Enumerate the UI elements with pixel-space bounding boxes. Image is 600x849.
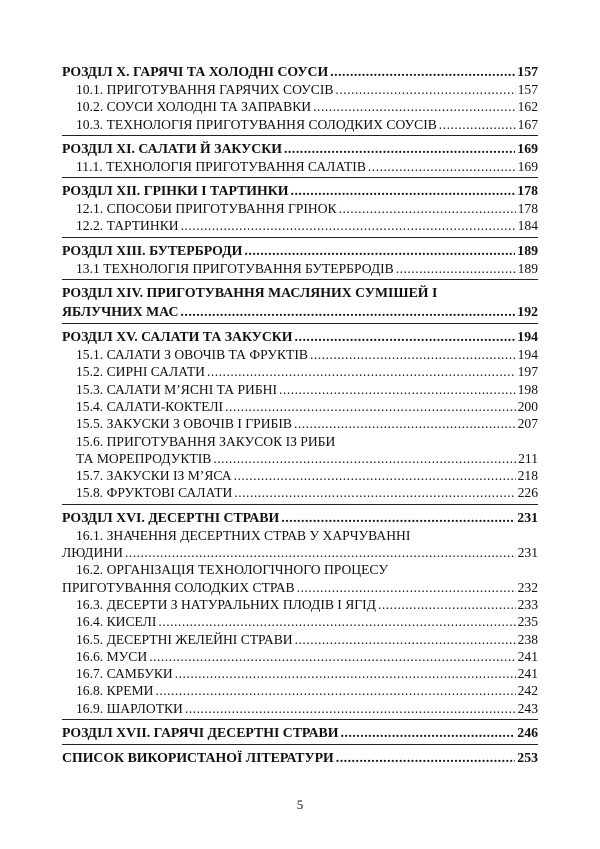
toc-entry[interactable] [62, 260, 538, 277]
toc-entry[interactable] [62, 613, 538, 630]
toc-entry-title: 16.4. КИСЕЛІ [76, 614, 157, 630]
toc-entry[interactable] [62, 467, 538, 484]
dot-leader [207, 363, 516, 380]
chapter-heading[interactable] [62, 181, 538, 200]
chapter-heading-title: РОЗДІЛ XI. САЛАТИ Й ЗАКУСКИ [62, 140, 282, 156]
dot-leader [149, 648, 515, 665]
dot-leader [180, 302, 515, 321]
chapter-heading[interactable] [62, 327, 538, 346]
dot-leader [341, 723, 516, 742]
dot-leader [234, 484, 515, 501]
toc-entry-title: 16.3. ДЕСЕРТИ З НАТУРАЛЬНИХ ПЛОДІВ І ЯГІД [76, 596, 376, 612]
toc-section [62, 241, 538, 280]
toc-entry-page: 233 [517, 596, 538, 612]
toc-entry[interactable] [62, 217, 538, 234]
toc-entry[interactable] [62, 381, 538, 398]
chapter-heading-title-line1: РОЗДІЛ XIV. ПРИГОТУВАННЯ МАСЛЯНИХ СУМІШЕЙ І [62, 285, 438, 301]
chapter-heading[interactable] [62, 723, 538, 742]
toc-entry[interactable] [62, 665, 538, 682]
toc-entry-title: 16.8. КРЕМИ [76, 683, 154, 699]
toc-entry-page: 178 [517, 201, 538, 217]
toc-entry-page: 198 [517, 381, 538, 397]
toc-entry[interactable] [62, 682, 538, 699]
toc-entry-page: 242 [517, 683, 538, 699]
chapter-heading[interactable] [62, 748, 538, 767]
dot-leader [294, 415, 516, 432]
chapter-heading-title: РОЗДІЛ XVII. ГАРЯЧІ ДЕСЕРТНІ СТРАВИ [62, 725, 339, 741]
toc-entry-title: 16.9. ШАРЛОТКИ [76, 700, 183, 716]
toc-entry-title: 11.1. ТЕХНОЛОГІЯ ПРИГОТУВАННЯ САЛАТІВ [76, 158, 366, 174]
toc-entry-title: 10.3. ТЕХНОЛОГІЯ ПРИГОТУВАННЯ СОЛОДКИХ СОУСІВ [76, 116, 437, 132]
toc-entry-page: 232 [517, 579, 538, 595]
toc-entry-title: 12.1. СПОСОБИ ПРИГОТУВАННЯ ГРІНОК [76, 201, 337, 217]
dot-leader [439, 116, 516, 133]
toc-entry-title: 10.1. ПРИГОТУВАННЯ ГАРЯЧИХ СОУСІВ [76, 82, 334, 97]
toc-entry[interactable] [62, 116, 538, 133]
dot-leader [185, 700, 516, 717]
toc-entry[interactable] [62, 158, 538, 175]
toc-entry[interactable] [62, 544, 538, 561]
toc-entry[interactable] [62, 363, 538, 380]
chapter-heading[interactable] [62, 62, 538, 81]
chapter-heading-title: РОЗДІЛ XV. САЛАТИ ТА ЗАКУСКИ [62, 329, 293, 345]
dot-leader [158, 613, 515, 630]
toc-entry-title: 15.5. ЗАКУСКИ З ОВОЧІВ І ГРИБІВ [76, 416, 292, 432]
dot-leader [213, 450, 516, 467]
dot-leader [175, 665, 516, 682]
dot-leader [281, 508, 515, 527]
toc-entry-title: 16.5. ДЕСЕРТНІ ЖЕЛЕЙНІ СТРАВИ [76, 631, 293, 647]
toc-entry-page: 243 [517, 700, 538, 716]
toc-entry[interactable] [62, 579, 538, 596]
toc-entry[interactable] [62, 700, 538, 717]
toc-entry[interactable] [62, 450, 538, 467]
chapter-heading-title: ЯБЛУЧНИХ МАС [62, 304, 179, 320]
chapter-heading-title: РОЗДІЛ X. ГАРЯЧІ ТА ХОЛОДНІ СОУСИ [62, 64, 329, 79]
dot-leader [368, 158, 516, 175]
dot-leader [295, 327, 516, 346]
toc-entry[interactable] [62, 98, 538, 115]
toc-section [62, 62, 538, 136]
toc-entry-title-line1: 16.1. ЗНАЧЕННЯ ДЕСЕРТНИХ СТРАВ У ХАРЧУВАННІ [76, 527, 411, 543]
toc-entry-page: 235 [517, 614, 538, 630]
toc-entry-title: 12.2. ТАРТИНКИ [76, 218, 179, 234]
toc-section [62, 181, 538, 238]
chapter-heading-page: 178 [517, 183, 538, 199]
chapter-heading-page: 189 [517, 242, 538, 258]
dot-leader [335, 81, 515, 98]
toc-entry-title: 13.1 ТЕХНОЛОГІЯ ПРИГОТУВАННЯ БУТЕРБРОДІВ [76, 260, 394, 276]
toc-entry-title: 16.6. МУСИ [76, 648, 148, 664]
dot-leader [125, 544, 516, 561]
chapter-heading-page: 246 [517, 725, 538, 741]
chapter-heading-page: 253 [517, 750, 538, 766]
page-number: 5 [296, 797, 304, 812]
chapter-heading[interactable] [62, 302, 538, 321]
toc-entry-page: 167 [517, 116, 538, 132]
dot-leader [396, 260, 516, 277]
toc-entry-title: 15.7. ЗАКУСКИ ІЗ М’ЯСА [76, 468, 232, 484]
chapter-heading-title: РОЗДІЛ XIII. БУТЕРБРОДИ [62, 242, 243, 258]
toc-entry-page: 194 [517, 347, 538, 363]
chapter-heading-page: 231 [517, 509, 538, 525]
dot-leader [313, 98, 515, 115]
table-of-contents [62, 62, 538, 772]
toc-entry-page: 189 [517, 260, 538, 276]
toc-entry[interactable] [62, 648, 538, 665]
toc-section [62, 139, 538, 178]
toc-entry[interactable] [62, 81, 538, 98]
toc-entry[interactable] [62, 415, 538, 432]
dot-leader [339, 200, 516, 217]
chapter-heading[interactable] [62, 508, 538, 527]
toc-entry-title-line1: 15.6. ПРИГОТУВАННЯ ЗАКУСОК ІЗ РИБИ [76, 433, 336, 449]
toc-entry[interactable] [62, 484, 538, 501]
toc-entry-page: 211 [518, 450, 538, 466]
dot-leader [284, 139, 515, 158]
dot-leader [297, 579, 516, 596]
chapter-heading-page: 192 [517, 304, 538, 320]
toc-entry-page: 241 [517, 648, 538, 664]
toc-entry-title: 15.8. ФРУКТОВІ САЛАТИ [76, 485, 233, 501]
toc-entry-page: 169 [517, 158, 538, 174]
toc-entry-page: 207 [517, 416, 538, 432]
toc-entry-title: 15.4. САЛАТИ-КОКТЕЛІ [76, 398, 224, 414]
toc-entry-title: ТА МОРЕПРОДУКТІВ [76, 450, 212, 466]
toc-entry-page: 200 [517, 398, 538, 414]
toc-entry-page: 218 [517, 468, 538, 484]
chapter-heading-page: 157 [517, 64, 538, 79]
dot-leader [225, 398, 516, 415]
chapter-heading-page: 194 [517, 329, 538, 345]
dot-leader [155, 682, 515, 699]
dot-leader [336, 748, 516, 767]
dot-leader [330, 62, 515, 81]
toc-entry-title-line1: 16.2. ОРГАНІЗАЦІЯ ТЕХНОЛОГІЧНОГО ПРОЦЕСУ [76, 562, 388, 578]
toc-entry-title: 15.2. СИРНІ САЛАТИ [76, 364, 205, 380]
toc-entry[interactable] [62, 200, 538, 217]
toc-entry-title: 15.1. САЛАТИ З ОВОЧІВ ТА ФРУКТІВ [76, 347, 308, 363]
chapter-heading-page: 169 [517, 140, 538, 156]
toc-entry-title: 15.3. САЛАТИ М’ЯСНІ ТА РИБНІ [76, 381, 278, 397]
toc-entry-page: 226 [517, 485, 538, 501]
toc-entry-page: 162 [517, 99, 538, 115]
toc-entry[interactable] [62, 346, 538, 363]
toc-entry-title: ЛЮДИНИ [62, 545, 123, 561]
toc-section [62, 327, 538, 505]
dot-leader [295, 631, 516, 648]
toc-entry-page: 238 [517, 631, 538, 647]
dot-leader [310, 346, 516, 363]
toc-entry-title: ПРИГОТУВАННЯ СОЛОДКИХ СТРАВ [62, 579, 295, 595]
chapter-heading-title: РОЗДІЛ XVI. ДЕСЕРТНІ СТРАВИ [62, 509, 280, 525]
dot-leader [279, 381, 516, 398]
chapter-heading[interactable] [62, 139, 538, 158]
toc-entry-title: 10.2. СОУСИ ХОЛОДНІ ТА ЗАПРАВКИ [76, 99, 312, 115]
toc-entry-page: 197 [517, 364, 538, 380]
toc-entry[interactable] [62, 631, 538, 648]
dot-leader [234, 467, 516, 484]
toc-entry-page: 231 [517, 545, 538, 561]
toc-section [62, 508, 538, 720]
dot-leader [181, 217, 516, 234]
dot-leader [291, 181, 516, 200]
toc-section [62, 283, 538, 324]
toc-entry[interactable] [62, 596, 538, 613]
toc-entry-page: 157 [517, 82, 538, 97]
chapter-heading-title: РОЗДІЛ XII. ГРІНКИ І ТАРТИНКИ [62, 183, 289, 199]
chapter-heading[interactable] [62, 241, 538, 260]
chapter-heading-title: СПИСОК ВИКОРИСТАНОЇ ЛІТЕРАТУРИ [62, 750, 334, 766]
toc-section [62, 748, 538, 769]
toc-section [62, 723, 538, 745]
dot-leader [244, 241, 515, 260]
toc-entry-page: 241 [517, 666, 538, 682]
toc-entry-title: 16.7. САМБУКИ [76, 666, 173, 682]
dot-leader [378, 596, 516, 613]
toc-entry-page: 184 [517, 218, 538, 234]
toc-entry[interactable] [62, 398, 538, 415]
